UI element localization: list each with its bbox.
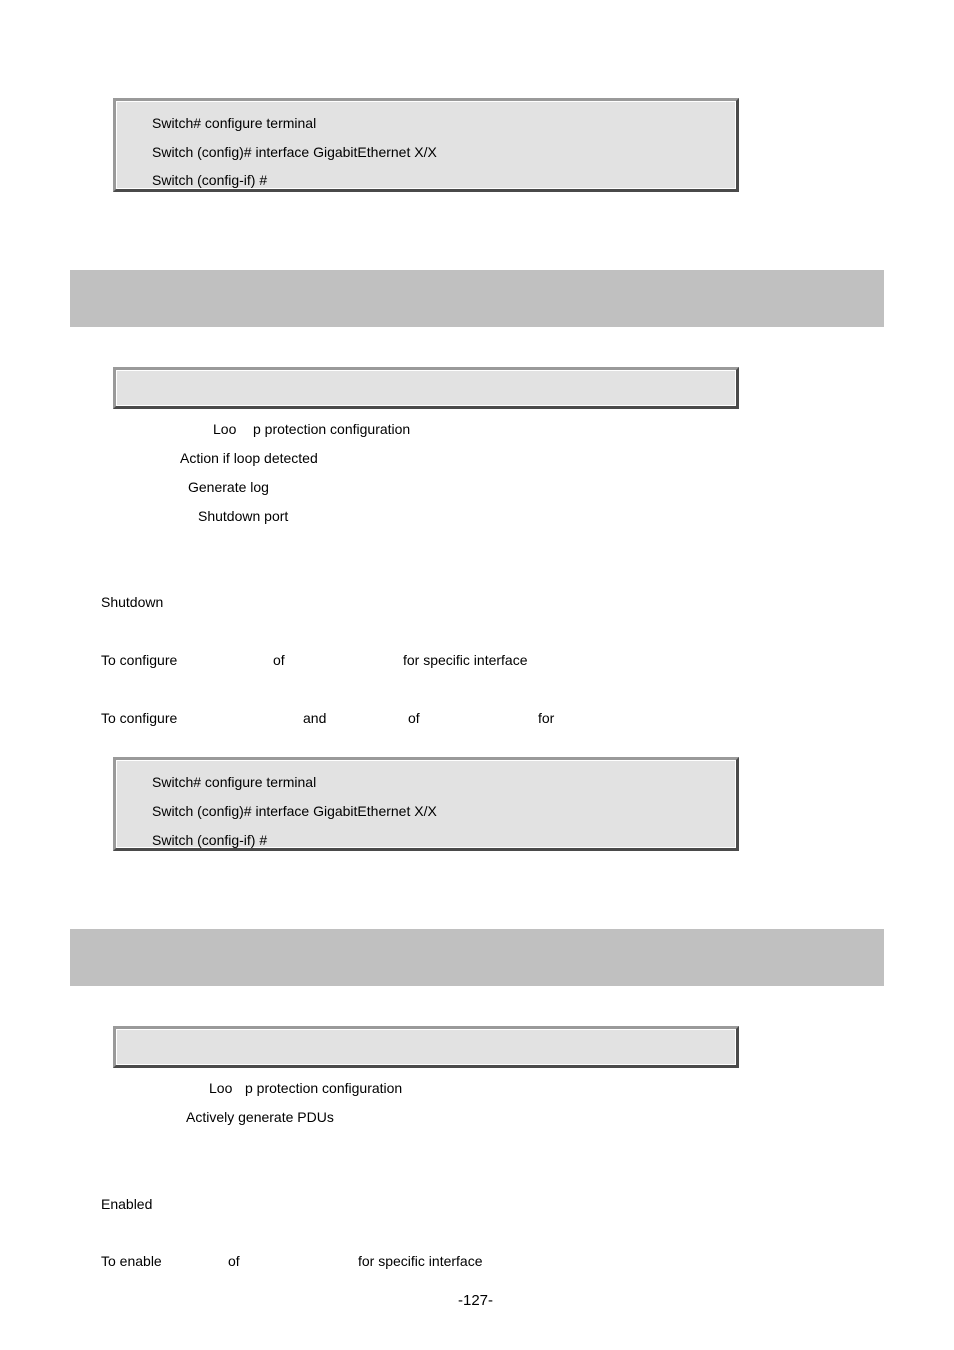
usage-text: and <box>303 710 327 726</box>
usage-text: To enable <box>101 1253 162 1269</box>
usage-text: of <box>228 1253 240 1269</box>
default-value: Enabled <box>101 1196 153 1212</box>
section-heading-band <box>70 929 884 986</box>
tree-item: Generate log <box>188 479 269 495</box>
default-value: Shutdown <box>101 594 164 610</box>
syntax-bar <box>113 367 739 409</box>
command-example-box <box>113 757 739 851</box>
tree-item: p protection configuration <box>253 421 411 437</box>
usage-text: for <box>538 710 555 726</box>
tree-item: Action if loop detected <box>180 450 318 466</box>
command-example-box <box>113 98 739 192</box>
command-line: Switch (config)# interface GigabitEthernet X/X <box>152 144 437 160</box>
command-line: Switch (config-if) # <box>152 172 268 188</box>
tree-item: p protection configuration <box>245 1080 403 1096</box>
usage-text: for specific interface <box>403 652 528 668</box>
command-line: Switch (config-if) # <box>152 832 268 848</box>
command-line: Switch# configure terminal <box>152 774 317 790</box>
syntax-bar <box>113 1026 739 1068</box>
usage-text: To configure <box>101 652 178 668</box>
usage-text: for specific interface <box>358 1253 483 1269</box>
section-heading-band <box>70 270 884 327</box>
tree-item: Loo <box>213 421 237 437</box>
page-number: -127- <box>458 1292 494 1309</box>
tree-item: Loo <box>209 1080 233 1096</box>
command-line: Switch (config)# interface GigabitEthernet X/X <box>152 803 437 819</box>
tree-item: Actively generate PDUs <box>186 1109 334 1125</box>
usage-text: of <box>273 652 285 668</box>
usage-text: To configure <box>101 710 178 726</box>
tree-item: Shutdown port <box>198 508 289 524</box>
command-line: Switch# configure terminal <box>152 115 317 131</box>
usage-text: of <box>408 710 420 726</box>
